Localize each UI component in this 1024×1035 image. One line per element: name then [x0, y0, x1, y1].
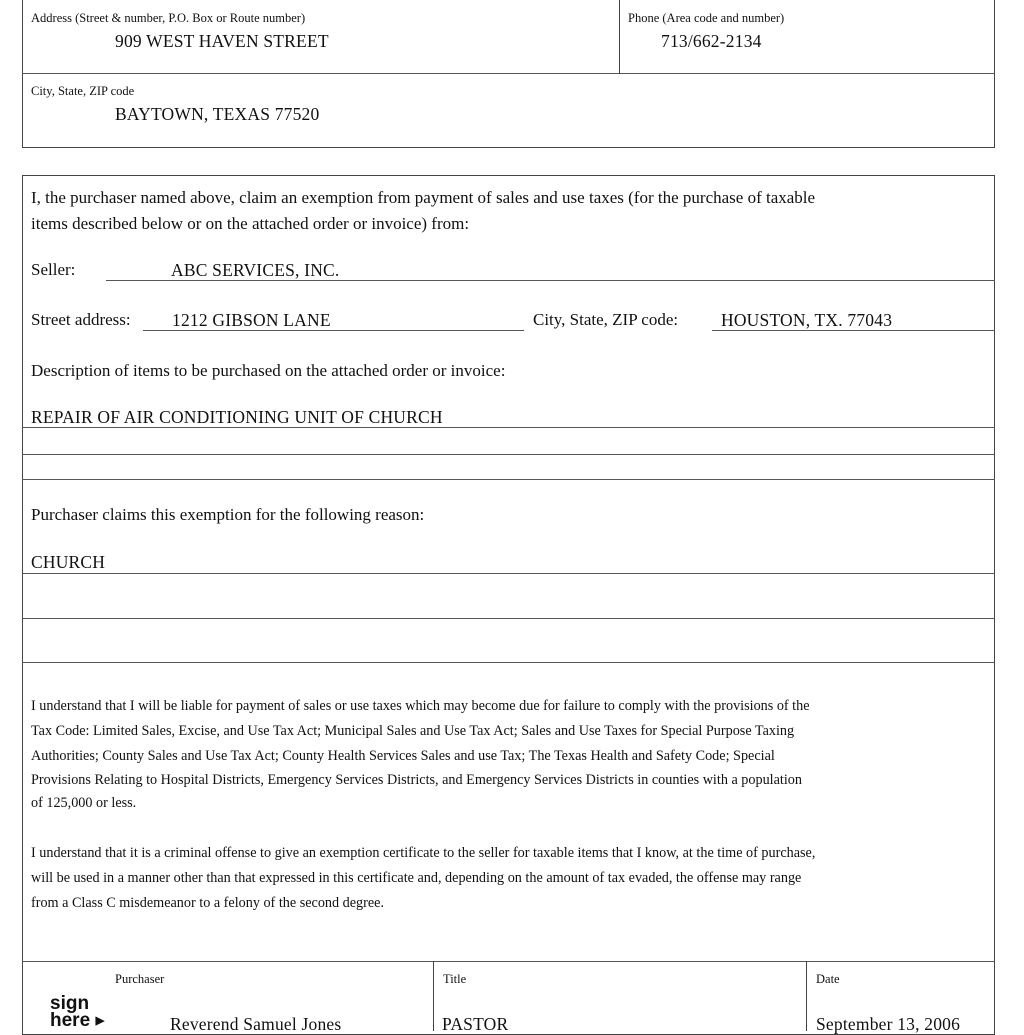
- liability-line: I understand that I will be liable for payment of sales or use taxes which may become due for failure to comply with the provisions of the: [31, 698, 810, 714]
- seller-city-state-zip-field[interactable]: HOUSTON, TX. 77043: [721, 310, 893, 330]
- signature-divider-2: [806, 961, 807, 1031]
- liability-paragraph: [31, 694, 991, 816]
- description-line-3: [22, 479, 995, 480]
- street-address-underline: [143, 330, 524, 331]
- seller-city-state-zip-label: City, State, ZIP code:: [533, 310, 679, 329]
- claim-intro-line-1: I, the purchaser named above, claim an exemption from payment of sales and use taxes (for the purchase of taxable: [31, 188, 816, 207]
- liability-line: Tax Code: Limited Sales, Excise, and Use Tax Act; Municipal Sales and Use Tax Act; Sales and Use Taxes for Special Purpose Taxing: [31, 723, 795, 739]
- description-label: Description of items to be purchased on the attached order or invoice:: [31, 361, 506, 380]
- signature-row-top-border: [22, 961, 995, 962]
- description-line-2: [22, 454, 995, 455]
- reason-field[interactable]: CHURCH: [31, 552, 106, 572]
- sign-here-line-2: here ▸: [50, 1010, 105, 1031]
- street-address-label: Street address:: [31, 310, 131, 329]
- offense-paragraph: [31, 841, 991, 916]
- liability-line: of 125,000 or less.: [31, 795, 137, 811]
- offense-line: from a Class C misdemeanor to a felony of the second degree.: [31, 895, 385, 911]
- phone-field[interactable]: 713/662-2134: [661, 31, 762, 51]
- offense-line: I understand that it is a criminal offense to give an exemption certificate to the seller for taxable items that I know, at the time of purchase,: [31, 845, 816, 861]
- city-state-zip-label: City, State, ZIP code: [31, 84, 135, 98]
- liability-line: Provisions Relating to Hospital Districts, Emergency Services Districts, and Emergency Services Districts in counties with a population: [31, 772, 802, 788]
- description-field[interactable]: REPAIR OF AIR CONDITIONING UNIT OF CHURCH: [31, 407, 443, 427]
- purchaser-signature-field[interactable]: Reverend Samuel Jones: [170, 1014, 342, 1034]
- seller-underline: [106, 280, 995, 281]
- purchaser-label: Purchaser: [115, 972, 165, 986]
- date-label: Date: [816, 972, 840, 986]
- description-line-1: [22, 427, 995, 428]
- reason-label: Purchaser claims this exemption for the following reason:: [31, 505, 425, 524]
- address-label: Address (Street & number, P.O. Box or Route number): [31, 11, 306, 25]
- address-field[interactable]: 909 WEST HAVEN STREET: [115, 31, 329, 51]
- offense-line: will be used in a manner other than that expressed in this certificate and, depending on the amount of tax evaded, the offense may range: [31, 870, 802, 886]
- seller-field[interactable]: ABC SERVICES, INC.: [171, 260, 340, 280]
- liability-line: Authorities; County Sales and Use Tax Act; County Health Services Sales and use Tax; The Texas Health and Safety Code; Special: [31, 748, 775, 764]
- reason-line-1: [22, 573, 995, 574]
- seller-city-underline: [712, 330, 995, 331]
- title-field[interactable]: PASTOR: [442, 1014, 509, 1034]
- city-state-zip-field[interactable]: BAYTOWN, TEXAS 77520: [115, 104, 320, 124]
- signature-divider-1: [433, 961, 434, 1031]
- reason-line-2: [22, 618, 995, 619]
- reason-line-3: [22, 662, 995, 663]
- title-label: Title: [443, 972, 467, 986]
- header-column-divider: [619, 0, 620, 74]
- date-field[interactable]: September 13, 2006: [816, 1014, 961, 1034]
- claim-intro-line-2: items described below or on the attached order or invoice) from:: [31, 214, 470, 233]
- phone-label: Phone (Area code and number): [628, 11, 785, 25]
- street-address-field[interactable]: 1212 GIBSON LANE: [172, 310, 331, 330]
- seller-label: Seller:: [31, 260, 76, 279]
- header-divider: [22, 73, 995, 74]
- sign-here-line-1: sign: [50, 993, 90, 1014]
